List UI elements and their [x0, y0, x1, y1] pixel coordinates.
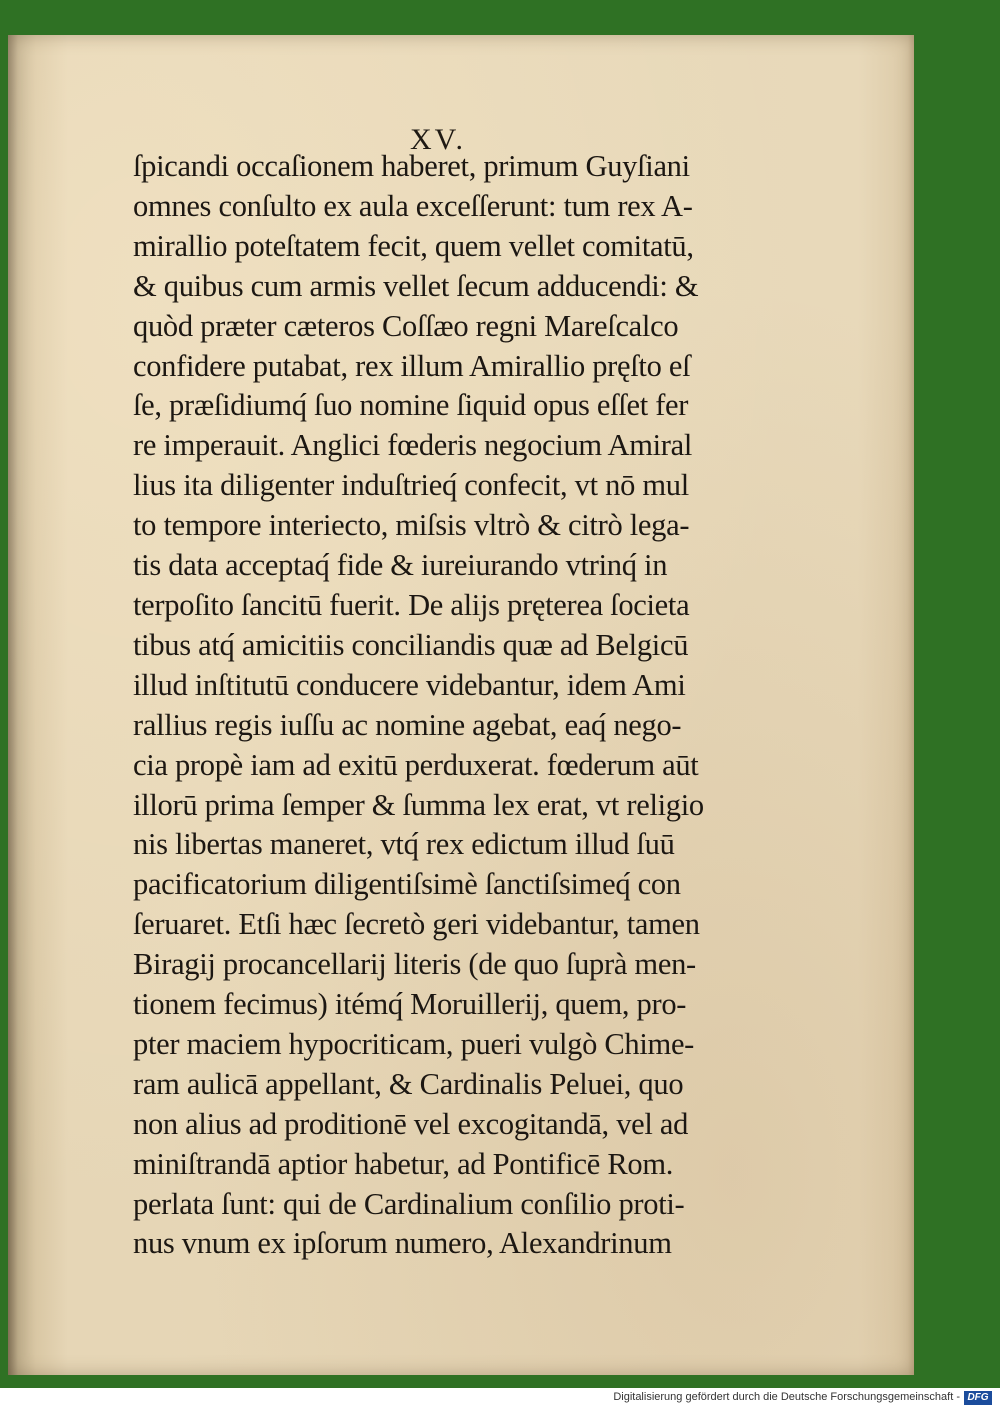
text-line: tibus atq́ amicitiis conciliandis quæ ad Belgicū — [133, 627, 689, 662]
text-line: miniſtrandā aptior habetur, ad Pontificē Rom. — [133, 1146, 674, 1181]
text-line: perlata ſunt: qui de Cardinalium conſilio proti- — [133, 1186, 685, 1221]
dfg-logo-icon: DFG — [964, 1391, 992, 1405]
text-line: tionem fecimus) itémq́ Moruillerij, quem, pro- — [133, 987, 687, 1022]
text-line: tis data acceptaq́ fide & iureiurando vtrinq́ in — [133, 548, 668, 583]
text-line: cia propè iam ad exitū perduxerat. fœderum aūt — [133, 747, 699, 782]
text-line: lius ita diligenter induſtrieq́ confecit, vt nō mul — [133, 468, 689, 503]
text-line: ſpicandi occaſionem haberet, primum Guyſiani — [133, 149, 690, 183]
text-line: non alius ad proditionē vel excogitandā, vel ad — [133, 1106, 689, 1141]
text-line: omnes conſulto ex aula exceſſerunt: tum rex A- — [133, 188, 693, 223]
text-line: Biragij procancellarij literis (de quo ſuprà men- — [133, 947, 696, 982]
text-line: pacificatorium diligentiſsimè ſanctiſsimeq́ con — [133, 867, 681, 902]
text-line: ſeruaret. Etſi hæc ſecretò geri videbantur, tamen — [133, 907, 700, 942]
text-line: rallius regis iuſſu ac nomine agebat, eaq́ nego- — [133, 707, 682, 742]
text-line: ſe, præſidiumq́ ſuo nomine ſiquid opus eſſet fer — [133, 388, 689, 423]
text-line: illud inſtitutū conducere videbantur, idem Ami — [133, 667, 686, 702]
text-line: mirallio poteſtatem fecit, quem vellet comitatū, — [133, 228, 694, 263]
text-line: ram aulicā appellant, & Cardinalis Peluei, quo — [133, 1066, 684, 1101]
text-line: re imperauit. Anglici fœderis negocium Amiral — [133, 428, 693, 463]
text-line: illorū prima ſemper & ſumma lex erat, vt religio — [133, 787, 704, 822]
text-line: quòd præter cæteros Coſſæo regni Mareſcalco — [133, 308, 679, 343]
text-line: & quibus cum armis vellet ſecum adducendi: & — [133, 268, 699, 303]
text-line: terpoſito ſancitū fuerit. De alijs pręterea ſocieta — [133, 587, 690, 622]
funding-credit-text: Digitalisierung gefördert durch die Deutsche Forschungsgemeinschaft - — [613, 1391, 960, 1403]
text-line: nus vnum ex ipſorum numero, Alexandrinum — [133, 1226, 672, 1261]
text-line: confidere putabat, rex illum Amirallio pręſto eſ — [133, 348, 691, 383]
text-line: nis libertas maneret, vtq́ rex edictum illud ſuū — [133, 827, 675, 862]
book-page — [8, 35, 914, 1375]
text-line: pter maciem hypocriticam, pueri vulgò Chime- — [133, 1026, 695, 1061]
body-text — [133, 147, 773, 1264]
text-line: to tempore interiecto, miſsis vltrò & citrò lega- — [133, 508, 690, 543]
page-number-header: XV. — [410, 123, 466, 156]
funding-credit-bar — [0, 1388, 1000, 1409]
